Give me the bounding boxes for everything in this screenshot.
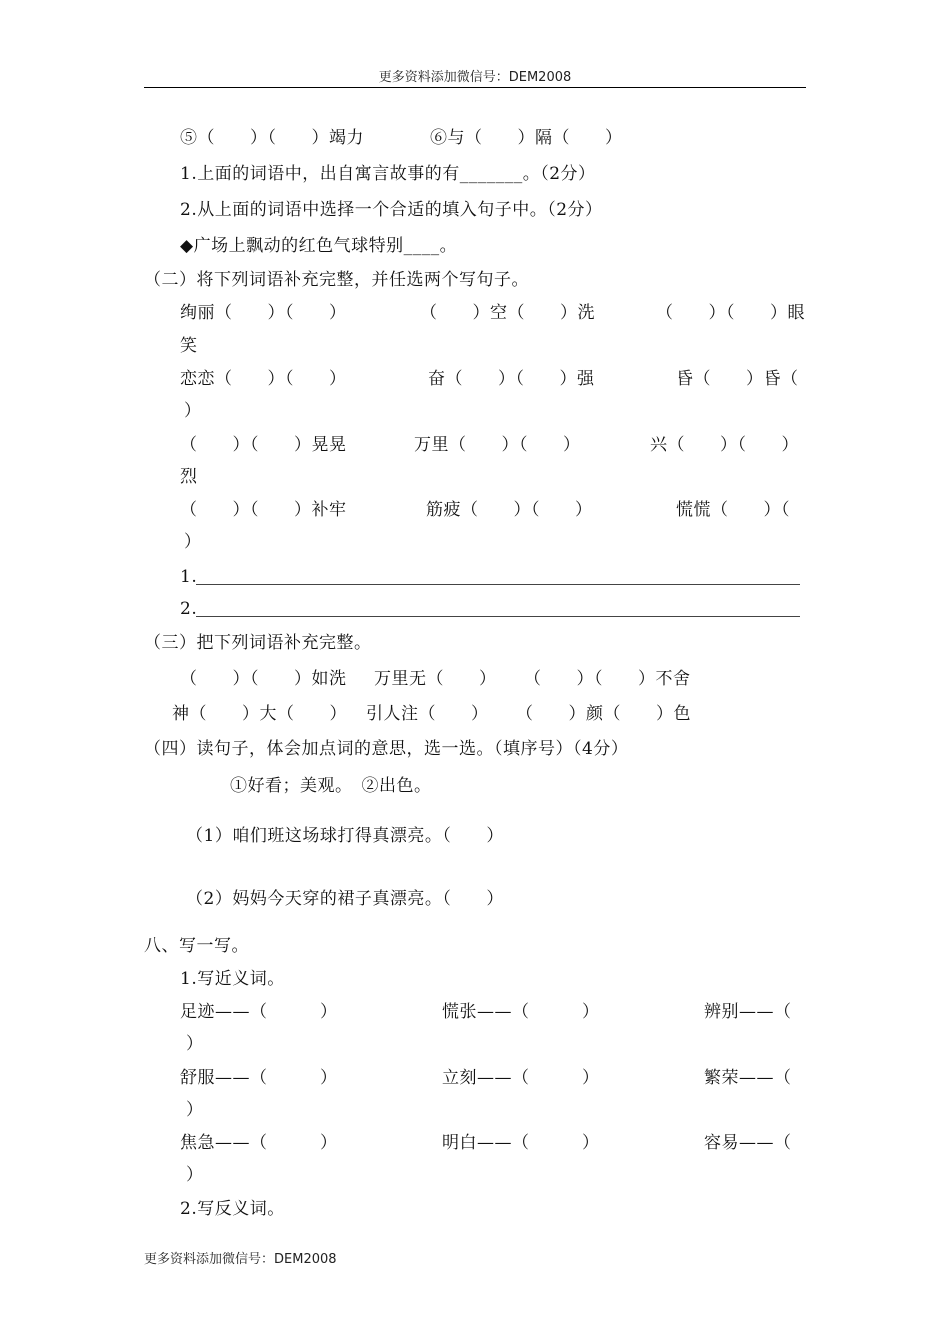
synonym-7: 焦急——（ ） <box>180 1133 338 1153</box>
sec2-row4-col1: （ ）（ ）补牢 <box>180 500 347 520</box>
sec2-row4-col2: 筋疲（ ）（ ） <box>426 500 593 520</box>
sec2-row1-col1: 绚丽（ ）（ ） <box>180 303 347 323</box>
sec8-sub1: 1.写近义词。 <box>180 969 285 989</box>
synonym-1: 足迹——（ ） <box>180 1002 338 1022</box>
section-2-title: （二）将下列词语补充完整，并任选两个写句子。 <box>144 270 529 290</box>
sec3-row1-col2: 万里无（ ） <box>374 669 497 689</box>
idiom-item-6: ⑥与（ ）隔（ ） <box>430 128 623 148</box>
idiom-item-5: ⑤（ ）（ ）竭力 <box>180 128 364 148</box>
sec8-sub2: 2.写反义词。 <box>180 1199 285 1219</box>
synonym-4: 舒服——（ ） <box>180 1068 338 1088</box>
sec2-row4-wrap: ） <box>184 532 202 552</box>
synonym-6: 繁荣——（ <box>704 1068 792 1088</box>
page-header: 更多资料添加微信号：DEM2008 <box>378 70 572 85</box>
sentence-2-blank[interactable] <box>196 616 800 617</box>
synonym-9: 容易——（ <box>704 1133 792 1153</box>
sec2-row1-col2: （ ）空（ ）洗 <box>420 303 595 323</box>
sec3-row2-col2: 引人注（ ） <box>366 704 489 724</box>
sentence-1-label: 1. <box>180 567 198 587</box>
page-footer: 更多资料添加微信号：DEM2008 <box>144 1252 337 1267</box>
synonym-3: 辨别——（ <box>704 1002 792 1022</box>
sec3-row2-col1: 神（ ）大（ ） <box>172 704 347 724</box>
sec2-row2-col1: 恋恋（ ）（ ） <box>180 369 347 389</box>
sec2-row2-col3: 昏（ ）昏（ <box>676 369 799 389</box>
sec2-row3-col2: 万里（ ）（ ） <box>414 435 581 455</box>
sec2-row3-wrap: 烈 <box>180 467 198 487</box>
sec2-row3-col3: 兴（ ）（ ） <box>650 435 799 455</box>
question-2-sentence: ◆广场上飘动的红色气球特别____。 <box>180 236 458 256</box>
synonym-5: 立刻——（ ） <box>442 1068 600 1088</box>
question-1: 1.上面的词语中，出自寓言故事的有_______。（2分） <box>180 164 596 184</box>
sentence-1-blank[interactable] <box>196 584 800 585</box>
header-rule <box>144 87 806 88</box>
synonym-2: 慌张——（ ） <box>442 1002 600 1022</box>
sec2-row1-col3: （ ）（ ）眼 <box>656 303 805 323</box>
sentence-2-label: 2. <box>180 599 198 619</box>
sec4-options: ①好看；美观。 ②出色。 <box>230 776 432 796</box>
section-4-title: （四）读句子，体会加点词的意思，选一选。（填序号）（4分） <box>144 739 629 759</box>
sec2-row2-col2: 奋（ ）（ ）强 <box>428 369 595 389</box>
synonym-8: 明白——（ ） <box>442 1133 600 1153</box>
section-3-title: （三）把下列词语补充完整。 <box>144 633 372 653</box>
sec4-sentence-1: （1）咱们班这场球打得真漂亮。（ ） <box>186 826 504 846</box>
sec3-row1-col3: （ ）（ ）不舍 <box>524 669 691 689</box>
synonym-row3-wrap: ） <box>186 1165 204 1185</box>
sec3-row1-col1: （ ）（ ）如洗 <box>180 669 347 689</box>
synonym-row1-wrap: ） <box>186 1034 204 1054</box>
sec2-row2-wrap: ） <box>184 401 202 421</box>
synonym-row2-wrap: ） <box>186 1100 204 1120</box>
section-8-title: 八、写一写。 <box>144 936 249 956</box>
question-2: 2.从上面的词语中选择一个合适的填入句子中。（2分） <box>180 200 603 220</box>
sec4-sentence-2: （2）妈妈今天穿的裙子真漂亮。（ ） <box>186 889 504 909</box>
sec2-row1-wrap: 笑 <box>180 336 198 356</box>
sec2-row4-col3: 慌慌（ ）（ <box>676 500 790 520</box>
sec2-row3-col1: （ ）（ ）晃晃 <box>180 435 347 455</box>
sec3-row2-col3: （ ）颜（ ）色 <box>516 704 691 724</box>
